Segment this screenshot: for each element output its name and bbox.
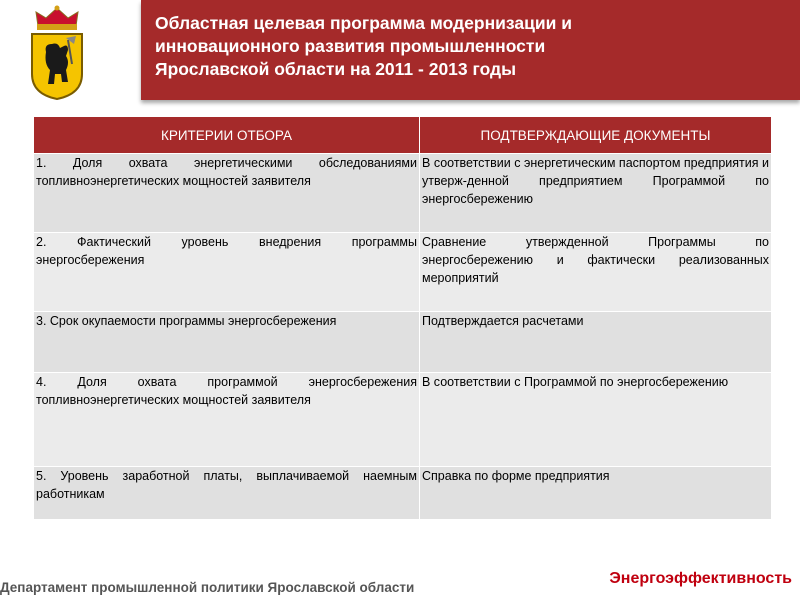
yaroslavl-coat-of-arms-icon	[24, 4, 90, 100]
table-header-row	[34, 117, 772, 154]
department-footer: Департамент промышленной политики Ярославской области	[0, 580, 415, 595]
document-cell: Сравнение утвержденной Программы по энергосбережению и фактически реализованных мероприятий	[420, 233, 772, 312]
document-cell: В соответствии с Программой по энергосбережению	[420, 373, 772, 467]
table-row	[34, 154, 772, 233]
table-row	[34, 467, 772, 520]
document-cell: Подтверждается расчетами	[420, 312, 772, 373]
table-row	[34, 373, 772, 467]
criteria-table	[33, 116, 772, 520]
criterion-cell: 3. Срок окупаемости программы энергосбережения	[34, 312, 420, 373]
column-header-documents: ПОДТВЕРЖДАЮЩИЕ ДОКУМЕНТЫ	[420, 117, 772, 154]
criterion-cell: 5. Уровень заработной платы, выплачиваемой наемным работникам	[34, 467, 420, 520]
page-title: Областная целевая программа модернизации и инновационного развития промышленности Ярославской области на 2011 - 2013 годы	[155, 13, 573, 79]
tagline: Энергоэффективность	[609, 570, 792, 587]
table-row	[34, 312, 772, 373]
document-cell: В соответствии с энергетическим паспортом предприятия и утверж-денной предприятием Программой по энергосбережению	[420, 154, 772, 233]
title-banner	[141, 0, 800, 100]
criteria-table-container	[33, 116, 772, 520]
criterion-cell: 4. Доля охвата программой энергосбережения топливноэнергетических мощностей заявителя	[34, 373, 420, 467]
table-row	[34, 233, 772, 312]
criterion-cell: 1. Доля охвата энергетическими обследованиями топливноэнергетических мощностей заявителя	[34, 154, 420, 233]
column-header-criteria: КРИТЕРИИ ОТБОРА	[34, 117, 420, 154]
criterion-cell: 2. Фактический уровень внедрения программы энергосбережения	[34, 233, 420, 312]
document-cell: Справка по форме предприятия	[420, 467, 772, 520]
